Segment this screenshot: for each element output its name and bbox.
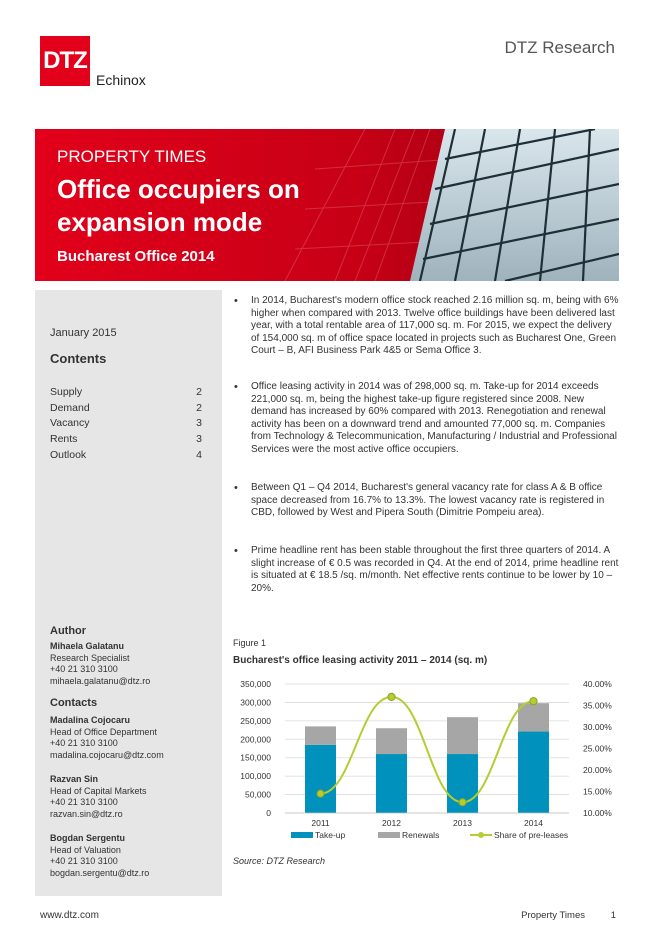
y2-tick-label: 10.00%: [583, 808, 612, 818]
toc-item: Vacancy 3: [50, 417, 202, 429]
contents-heading: Contents: [50, 351, 107, 366]
y2-tick-label: 35.00%: [583, 700, 612, 711]
footer-url[interactable]: www.dtz.com: [40, 910, 99, 921]
bar-renewals: [376, 728, 407, 754]
y2-tick-label: 20.00%: [583, 765, 612, 775]
sidebar: [35, 290, 222, 896]
line-point: [530, 698, 537, 705]
author-heading: Author: [50, 625, 87, 637]
y2-tick-label: 25.00%: [583, 743, 612, 754]
bullet-supply: • In 2014, Bucharest's modern office stock reached 2.16 million sq. m, being with 6% higher when compared with 2013. Twelve office buildings have been delivered last year, with a total rentable area of 117,000 sq. m. For 2015, we expect the delivery of 154,000 sq. m of office space located in projects such as Bucharest One, Green Court – B, AFI Business Park 4&5 or Sema Office 3.: [251, 295, 619, 358]
x-tick-label: 2014: [524, 818, 543, 828]
logo-subtitle: Echinox: [96, 72, 146, 88]
toc-item: Rents 3: [50, 433, 202, 445]
bar-take-up: [305, 745, 336, 813]
legend-swatch-marker: [478, 832, 484, 838]
legend-label: Renewals: [402, 830, 440, 840]
contact-block: Madalina Cojocaru Head of Office Department +40 21 310 3100 madalina.cojocaru@dtz.com: [50, 715, 164, 760]
banner-subtitle: Bucharest Office 2014: [57, 248, 215, 265]
x-axis: [285, 813, 569, 828]
x-tick-label: 2011: [311, 818, 330, 828]
toc-item: Demand 2: [50, 402, 202, 414]
contact-block: Razvan Sin Head of Capital Markets +40 21 310 3100 razvan.sin@dtz.ro: [50, 774, 147, 819]
x-tick-label: 2012: [382, 818, 401, 828]
brand-name: DTZ Research: [504, 38, 615, 57]
toc-item: Supply 2: [50, 386, 202, 398]
line-point: [388, 693, 395, 700]
bullet-vacancy: • Between Q1 – Q4 2014, Bucharest's general vacancy rate for class A & B office space decreased from 16.7% to 13.3%. The lowest vacancy rate is registered in CBD, followed by West and Pipera South (Dimitrie Pompeiu area).: [251, 482, 619, 520]
legend-swatch: [291, 832, 313, 838]
y-tick-label: 0: [266, 808, 271, 818]
y-tick-label: 200,000: [240, 734, 271, 745]
y-axis-right: [583, 679, 612, 818]
legend-swatch: [378, 832, 400, 838]
bar-take-up: [376, 754, 407, 813]
bar-renewals: [305, 726, 336, 744]
y2-tick-label: 15.00%: [583, 786, 612, 797]
chart-line: [317, 693, 537, 806]
y-axis-left: [240, 679, 271, 818]
footer-publication: Property Times: [521, 910, 585, 921]
report-date: January 2015: [50, 327, 117, 339]
y-tick-label: 300,000: [240, 697, 271, 708]
figure-source: Source: DTZ Research: [233, 856, 326, 866]
legend-label: Take-up: [315, 830, 346, 840]
bar-renewals: [518, 703, 549, 731]
page-title: Office occupiers on expansion mode: [57, 174, 300, 237]
toc-item: Outlook 4: [50, 449, 202, 461]
figure-label: Figure 1: [233, 638, 267, 648]
bar-take-up: [518, 732, 549, 813]
contact-block: Bogdan Sergentu Head of Valuation +40 21 310 3100 bogdan.sergentu@dtz.ro: [50, 833, 150, 878]
figure-title: Bucharest's office leasing activity 2011 – 2014 (sq. m): [233, 655, 488, 666]
page-number: 1: [610, 910, 616, 921]
line-series: [321, 697, 534, 802]
title-banner: [35, 129, 619, 281]
line-point: [459, 799, 466, 806]
bar-renewals: [447, 717, 478, 754]
x-tick-label: 2013: [453, 818, 472, 828]
y2-tick-label: 40.00%: [583, 679, 612, 689]
y-tick-label: 100,000: [240, 771, 271, 782]
y2-tick-label: 30.00%: [583, 722, 612, 732]
y-tick-label: 250,000: [240, 715, 271, 726]
y-tick-label: 150,000: [240, 752, 271, 763]
y-tick-label: 50,000: [245, 789, 271, 800]
chart-legend: [291, 830, 568, 840]
contacts-heading: Contacts: [50, 697, 98, 709]
dtz-logo: DTZ: [40, 36, 90, 86]
bullet-demand: • Office leasing activity in 2014 was of 298,000 sq. m. Take-up for 2014 exceeds 221,000 sq. m, being the highest take-up figure registered since 2008. New demand has increased by 60% compared with 2013. Renegotiation and renewal activity has been on a downward trend and amounted 77,000 sq. m. Companies from Technology & Telecommunication, Manufacturing / Industrial and Professional Services were the most active office occupiers.: [251, 381, 619, 456]
bullet-rents: • Prime headline rent has been stable throughout the first three quarters of 2014. A slight increase of € 0.5 was recorded in Q4. At the end of 2014, prime headline rent is situated at € 18.5 /sq. m/month. Net effective rents continue to be lower by 10 – 20%.: [251, 545, 619, 595]
legend-label: Share of pre-leases: [494, 830, 569, 840]
line-point: [317, 790, 324, 797]
leasing-activity-chart: [233, 672, 618, 850]
y-tick-label: 350,000: [240, 679, 271, 689]
banner-eyebrow: PROPERTY TIMES: [57, 147, 207, 166]
author-block: Mihaela Galatanu Research Specialist +40 21 310 3100 mihaela.galatanu@dtz.ro: [50, 641, 151, 686]
